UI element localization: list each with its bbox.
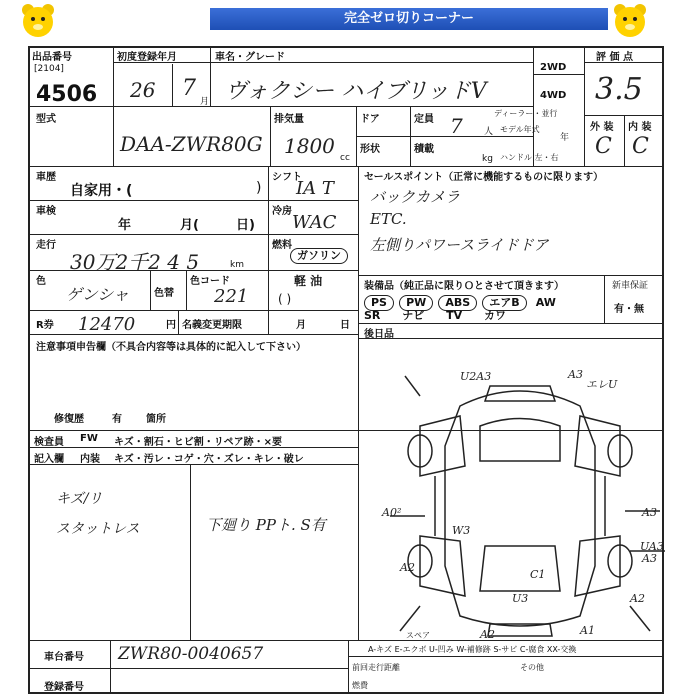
use-label: 車歴	[36, 172, 56, 183]
doors-label: ドア	[360, 114, 380, 125]
inspection-year: 年	[118, 218, 132, 233]
drive-2wd: 2WD	[540, 62, 567, 73]
car-damage-diagram	[380, 366, 670, 646]
previous-mileage-label: 前回走行距離	[352, 663, 400, 672]
equip-tv: TV	[446, 309, 463, 322]
equip-pw: PW	[399, 295, 433, 311]
equip-leather: カワ	[483, 309, 506, 322]
mark-front-right-extra: エレU	[586, 378, 618, 391]
equip-sr: SR	[364, 309, 381, 322]
load-label: 積載	[414, 144, 434, 155]
score-value: 3.5	[595, 72, 643, 107]
note-line-3: 下廻り PPト. S有	[206, 516, 326, 534]
mark-rear-right: A2	[630, 592, 645, 605]
interior-grade: C	[632, 134, 649, 159]
note-line-2: スタットレス	[56, 521, 140, 537]
color-change-label: 色替	[154, 288, 174, 299]
color-code-label: 色コード	[190, 276, 230, 287]
color-value: ゲンシャ	[66, 285, 129, 304]
sales-point-1: バックカメラ	[370, 188, 461, 206]
ac-value: WAC	[292, 212, 337, 233]
displacement-value: 1800	[284, 134, 335, 158]
fuel-other: ( )	[278, 292, 292, 306]
chassis-label: 車台番号	[44, 652, 84, 663]
repair-place: 箇所	[146, 414, 166, 425]
mark-left-door: W3	[452, 524, 471, 537]
exterior-grade: C	[595, 134, 612, 159]
displacement-unit: cc	[340, 153, 350, 163]
inspector-interior: 内装	[80, 454, 100, 465]
model-year-label: モデル年式	[500, 125, 540, 134]
first-registration-label: 初度登録年月	[117, 52, 177, 63]
recycle-value: 12470	[78, 314, 136, 335]
inspection-month: 月(	[180, 218, 199, 233]
mascot-bear-icon	[610, 0, 650, 40]
inspector-int-items: キズ・汚レ・コゲ・穴・ズレ・キレ・破レ	[114, 454, 304, 465]
equip-ps: PS	[364, 295, 394, 311]
mileage-label: 走行	[36, 240, 56, 251]
handle-label: ハンドル 左・右	[500, 153, 559, 162]
ac-label: 冷房	[272, 206, 292, 217]
score-label: 評 価 点	[596, 52, 633, 63]
spare-label: スペア	[406, 631, 430, 640]
name-change-day: 日	[340, 320, 350, 331]
mark-front-right: A3	[568, 368, 583, 381]
load-unit: kg	[482, 154, 493, 164]
inspector-label: 検査員	[34, 437, 64, 448]
shape-label: 形状	[360, 144, 380, 155]
shift-value: IA T	[296, 178, 334, 199]
car-name-value: ヴォクシー ハイブリッドV	[225, 79, 487, 104]
registration-number-label: 登録番号	[44, 682, 84, 693]
warranty-label: 新車保証	[612, 281, 649, 291]
mark-left-side: A0²	[382, 506, 402, 519]
inspector-fw: FW	[80, 433, 98, 444]
displacement-label: 排気量	[274, 114, 304, 125]
mark-rear-corner: A1	[580, 624, 595, 637]
fuel-diesel: 軽 油	[294, 274, 323, 288]
post-goods-label: 後日品	[364, 329, 394, 340]
interior-label: 内 装	[628, 122, 652, 133]
note-line-1: キズ/リ	[56, 491, 103, 507]
model-year-unit: 年	[560, 133, 570, 143]
record-label: 記入欄	[34, 454, 64, 465]
inspection-day: 日)	[236, 218, 255, 233]
inspector-fw-items: キズ・割石・ヒビ割・リペア跡・×要	[114, 437, 282, 448]
fuel-gasoline: ガソリン	[290, 248, 348, 264]
mark-rear-glass: C1	[530, 568, 546, 581]
mark-right-side: A3	[642, 506, 657, 519]
color-label: 色	[36, 276, 46, 287]
name-change-month: 月	[296, 320, 306, 331]
equip-aw: AW	[535, 296, 556, 309]
month-unit: 月	[200, 97, 210, 107]
lot-label: 出品番号	[32, 52, 72, 63]
chassis-value: ZWR80-0040657	[118, 644, 264, 664]
inspection-label: 車検	[36, 206, 56, 217]
capacity-label: 定員	[414, 114, 434, 125]
mark-front-left: U2A3	[460, 370, 492, 383]
use-close: )	[256, 180, 262, 196]
repair-label: 修復歴	[54, 414, 84, 425]
sales-point-3: 左側りパワースライドドア	[370, 236, 549, 254]
registration-year: 26	[130, 78, 156, 102]
equip-airbag: エアB	[482, 295, 526, 311]
registration-month: 7	[182, 76, 196, 101]
mark-rear-door: U3	[512, 592, 529, 605]
sales-points-label: セールスポイント（正常に機能するものに限ります）	[364, 172, 604, 183]
equip-navi: ナビ	[402, 309, 425, 322]
dealer-label: ディーラー・並行	[494, 109, 558, 118]
model-label: 型式	[36, 114, 56, 125]
mark-left-rear: A2	[400, 561, 415, 574]
name-change-label: 名義変更期限	[182, 320, 242, 331]
repair-yes: 有	[112, 414, 122, 425]
sales-point-2: ETC.	[370, 210, 407, 228]
page-title: 完全ゼロ切りコーナー	[210, 8, 608, 30]
mileage-value: 30万2千2 4 5	[70, 250, 200, 274]
car-name-label: 車名・グレード	[215, 52, 285, 63]
model-value: DAA-ZWR80G	[120, 132, 263, 156]
lot-code: [2104]	[34, 64, 64, 74]
equip-abs: ABS	[438, 295, 477, 311]
fuel-meter-label: 燃費	[352, 681, 368, 690]
exterior-label: 外 装	[590, 122, 614, 133]
mileage-unit: km	[230, 260, 244, 270]
use-value: 自家用・(	[70, 183, 133, 199]
capacity-unit: 人	[484, 127, 494, 137]
notes-label: 注意事項申告欄（不具合内容等は具体的に記入して下さい）	[36, 342, 306, 353]
color-code: 221	[214, 286, 249, 307]
mark-rear-bumper: A2	[480, 628, 495, 641]
recycle-label: R券	[36, 320, 54, 331]
lot-number: 4506	[36, 82, 98, 107]
mark-right-rear: UA3	[640, 540, 664, 553]
shift-label: シフト	[272, 172, 302, 183]
drive-4wd: 4WD	[540, 90, 567, 101]
fuel-label: 燃料	[272, 240, 292, 251]
mascot-bear-icon	[18, 0, 58, 40]
mark-right-extra: A3	[642, 552, 657, 565]
damage-legend: A-キズ E-エクボ U-凹み W-補修跡 S-サビ C-腐食 XX-交換	[368, 645, 577, 654]
recycle-unit: 円	[166, 320, 176, 331]
warranty-value: 有・無	[614, 304, 644, 315]
equipment-label: 装備品（純正品に限りＯとさせて頂きます）	[364, 281, 564, 292]
others-label: その他	[520, 663, 544, 672]
capacity-value: 7	[450, 114, 463, 138]
